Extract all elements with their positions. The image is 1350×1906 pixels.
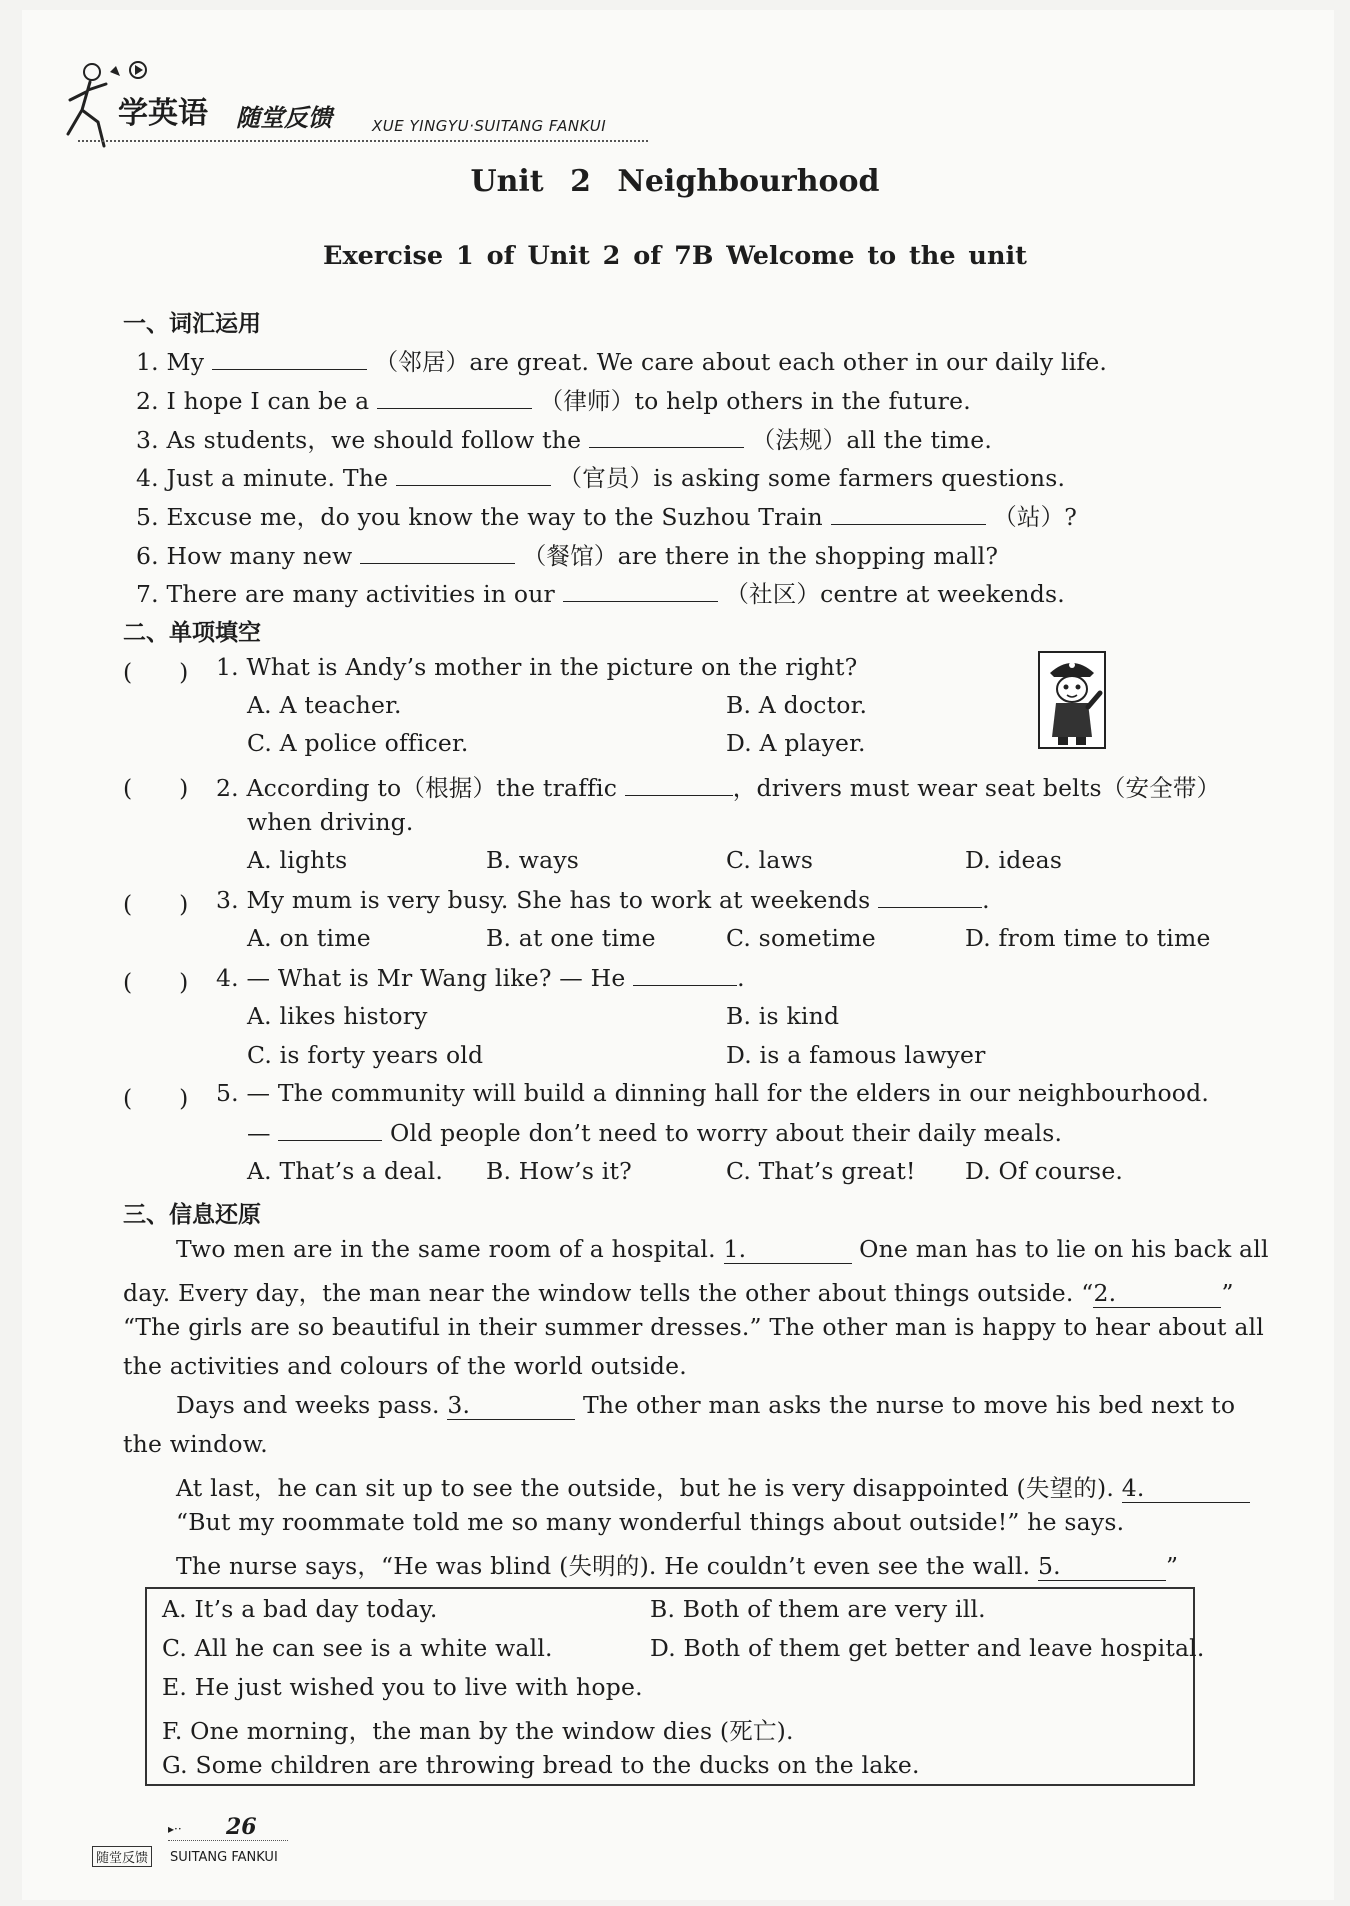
box-option-d: D. Both of them get better and leave hospital. [650, 1634, 1205, 1662]
q5-option-c: C. That’s great! [726, 1157, 916, 1185]
q1-stem: 1. What is Andy’s mother in the picture on the right? [216, 653, 858, 681]
s1-item-6-pre: 6. How many new [136, 542, 353, 570]
passage-l7a: At last，he can sit up to see the outside，but he is very disappointed (失望的). [176, 1474, 1115, 1502]
passage-l9a: The nurse says，“He was blind (失明的). He couldn’t even see the wall. [176, 1552, 1031, 1580]
s1-item-6-hint: （餐馆） [522, 542, 618, 570]
q3-option-d: D. from time to time [965, 924, 1211, 952]
passage-blank-5[interactable] [1038, 1552, 1166, 1581]
passage-l2a: day. Every day，the man near the window tells the other about things outside. “ [123, 1279, 1094, 1307]
q5-option-b: B. How’s it? [486, 1157, 632, 1185]
q2-blank[interactable] [625, 773, 733, 796]
footer-label: 随堂反馈 [92, 1846, 152, 1867]
police-officer-picture [1038, 651, 1106, 749]
exercise-title: Exercise 1 of Unit 2 of 7B Welcome to the unit [323, 241, 1027, 271]
q4-option-c: C. is forty years old [247, 1041, 484, 1069]
q2-stem-b: ，drivers must wear seat belts（安全带） [732, 774, 1221, 802]
s1-item-1-hint: （邻居） [374, 348, 470, 376]
q3-stem-b: . [982, 886, 990, 914]
s1-blank-7[interactable] [563, 579, 718, 602]
s1-item-4 [136, 459, 1065, 493]
passage-line-8: “But my roommate told me so many wonderful things about outside!” he says. [176, 1508, 1125, 1536]
page-number: 26 [226, 1814, 257, 1840]
box-option-g: G. Some children are throwing bread to the ducks on the lake. [162, 1751, 920, 1779]
q3-blank[interactable] [878, 885, 982, 908]
q3-option-b: B. at one time [486, 924, 656, 952]
s1-item-5-pre: 5. Excuse me，do you know the way to the Suzhou Train [136, 503, 823, 531]
q5-stem: 5. — The community will build a dinning hall for the elders in our neighbourhood. [216, 1079, 1210, 1107]
s1-item-5-hint: （站）? [993, 503, 1078, 531]
passage-line-6: the window. [123, 1430, 268, 1458]
passage-blank-1[interactable] [724, 1235, 852, 1264]
passage-num-4: 4. [1121, 1474, 1145, 1502]
passage-line-3: “The girls are so beautiful in their summer dresses.” The other man is happy to hear about all [123, 1313, 1264, 1341]
passage-num-2: 2. [1093, 1279, 1117, 1307]
s1-item-1-pre: 1. My [136, 348, 205, 376]
q2-stem-a: 2. According to（根据）the traffic [216, 774, 618, 802]
q3-stem [216, 885, 990, 914]
q5-option-a: A. That’s a deal. [247, 1157, 444, 1185]
passage-line-4: the activities and colours of the world outside. [123, 1352, 687, 1380]
s1-item-7-pre: 7. There are many activities in our [136, 580, 555, 608]
s1-item-7-hint: （社区） [725, 580, 821, 608]
s1-item-2-hint: （律师） [539, 387, 635, 415]
q5-dash: — [247, 1119, 271, 1147]
passage-l5a: Days and weeks pass. [176, 1391, 440, 1419]
q3-option-a: A. on time [247, 924, 371, 952]
passage-l9b: ” [1165, 1552, 1179, 1580]
s1-item-7-post: centre at weekends. [820, 580, 1065, 608]
passage-blank-2[interactable] [1093, 1279, 1221, 1308]
q4-option-d: D. is a famous lawyer [726, 1041, 986, 1069]
s1-item-5 [136, 498, 1077, 532]
passage-num-1: 1. [723, 1235, 747, 1263]
s1-item-4-pre: 4. Just a minute. The [136, 464, 389, 492]
answer-paren-3[interactable]: ( ) [123, 890, 189, 918]
logo-cn-2: 随堂反馈 [236, 104, 332, 132]
q2-option-a: A. lights [247, 846, 348, 874]
answer-paren-4[interactable]: ( ) [123, 968, 189, 996]
q4-stem-a: 4. — What is Mr Wang like? — He [216, 964, 626, 992]
passage-line-2 [123, 1274, 1234, 1308]
q5-blank[interactable] [278, 1118, 382, 1141]
q5-option-d: D. Of course. [965, 1157, 1124, 1185]
q2-stem [216, 769, 1220, 803]
s1-blank-2[interactable] [377, 386, 532, 409]
passage-line-1 [176, 1235, 1269, 1264]
s1-item-6-post: are there in the shopping mall? [617, 542, 999, 570]
s1-blank-6[interactable] [360, 541, 515, 564]
box-option-a: A. It’s a bad day today. [162, 1595, 438, 1623]
s1-item-2-pre: 2. I hope I can be a [136, 387, 370, 415]
s1-item-2-post: to help others in the future. [634, 387, 971, 415]
answer-paren-1[interactable]: ( ) [123, 658, 189, 686]
s1-item-4-post: is asking some farmers questions. [653, 464, 1066, 492]
q2-option-b: B. ways [486, 846, 580, 874]
passage-num-3: 3. [447, 1391, 471, 1419]
s1-item-1-post: are great. We care about each other in our daily life. [469, 348, 1108, 376]
passage-l1b: One man has to lie on his back all [859, 1235, 1269, 1263]
q4-option-b: B. is kind [726, 1002, 840, 1030]
passage-blank-3[interactable] [447, 1391, 575, 1420]
passage-line-9 [176, 1547, 1178, 1581]
q1-option-b: B. A doctor. [726, 691, 868, 719]
q1-option-d: D. A player. [726, 729, 866, 757]
answer-paren-2[interactable]: ( ) [123, 774, 189, 802]
s1-item-2 [136, 382, 971, 416]
q2-option-c: C. laws [726, 846, 814, 874]
s1-item-6 [136, 537, 998, 571]
q3-option-c: C. sometime [726, 924, 876, 952]
s1-item-3 [136, 421, 992, 455]
logo-cn: 学英语 [118, 96, 208, 131]
s1-item-1 [136, 343, 1107, 377]
footer-sub: SUITANG FANKUI [170, 1850, 278, 1865]
footer-rule [168, 1840, 288, 1841]
box-option-b: B. Both of them are very ill. [650, 1595, 986, 1623]
passage-l5b: The other man asks the nurse to move his bed next to [583, 1391, 1236, 1419]
passage-line-5 [176, 1391, 1235, 1420]
section3-heading: 三、信息还原 [123, 1202, 261, 1228]
box-option-c: C. All he can see is a white wall. [162, 1634, 553, 1662]
s1-blank-1[interactable] [212, 347, 367, 370]
q2-stem-c: when driving. [247, 808, 414, 836]
q3-stem-a: 3. My mum is very busy. She has to work at weekends [216, 886, 871, 914]
header-rule [78, 140, 648, 142]
s1-item-3-hint: （法规） [751, 426, 847, 454]
q1-option-a: A. A teacher. [247, 691, 402, 719]
s1-item-7 [136, 575, 1065, 609]
s1-blank-4[interactable] [396, 463, 551, 486]
q4-blank[interactable] [633, 963, 737, 986]
passage-num-5: 5. [1037, 1552, 1061, 1580]
q1-option-c: C. A police officer. [247, 729, 469, 757]
passage-l1a: Two men are in the same room of a hospital. [176, 1235, 716, 1263]
passage-line-7 [176, 1469, 1250, 1503]
passage-l2b: ” [1221, 1279, 1234, 1307]
s1-blank-3[interactable] [589, 425, 744, 448]
play-icon [128, 60, 148, 80]
q4-option-a: A. likes history [247, 1002, 428, 1030]
logo-en: XUE YINGYU·SUITANG FANKUI [372, 117, 607, 135]
s1-item-4-hint: （官员） [558, 464, 654, 492]
section2-heading: 二、单项填空 [123, 620, 261, 646]
passage-blank-4[interactable] [1122, 1474, 1250, 1503]
q4-stem-b: . [737, 964, 745, 992]
q5-stem-b: Old people don’t need to worry about their daily meals. [390, 1119, 1063, 1147]
section1-heading: 一、词汇运用 [123, 311, 261, 337]
q2-option-d: D. ideas [965, 846, 1063, 874]
q4-stem [216, 963, 745, 992]
s1-blank-5[interactable] [831, 502, 986, 525]
box-option-f: F. One morning，the man by the window dies (死亡). [162, 1717, 794, 1745]
answer-paren-5[interactable]: ( ) [123, 1084, 189, 1112]
unit-title: Unit 2 Neighbourhood [470, 164, 880, 199]
s1-item-3-post: all the time. [846, 426, 993, 454]
box-option-e: E. He just wished you to live with hope. [162, 1673, 643, 1701]
arrow-icon: ▸·· [168, 1822, 182, 1836]
q5-stem-2 [247, 1118, 1062, 1147]
s1-item-3-pre: 3. As students，we should follow the [136, 426, 582, 454]
